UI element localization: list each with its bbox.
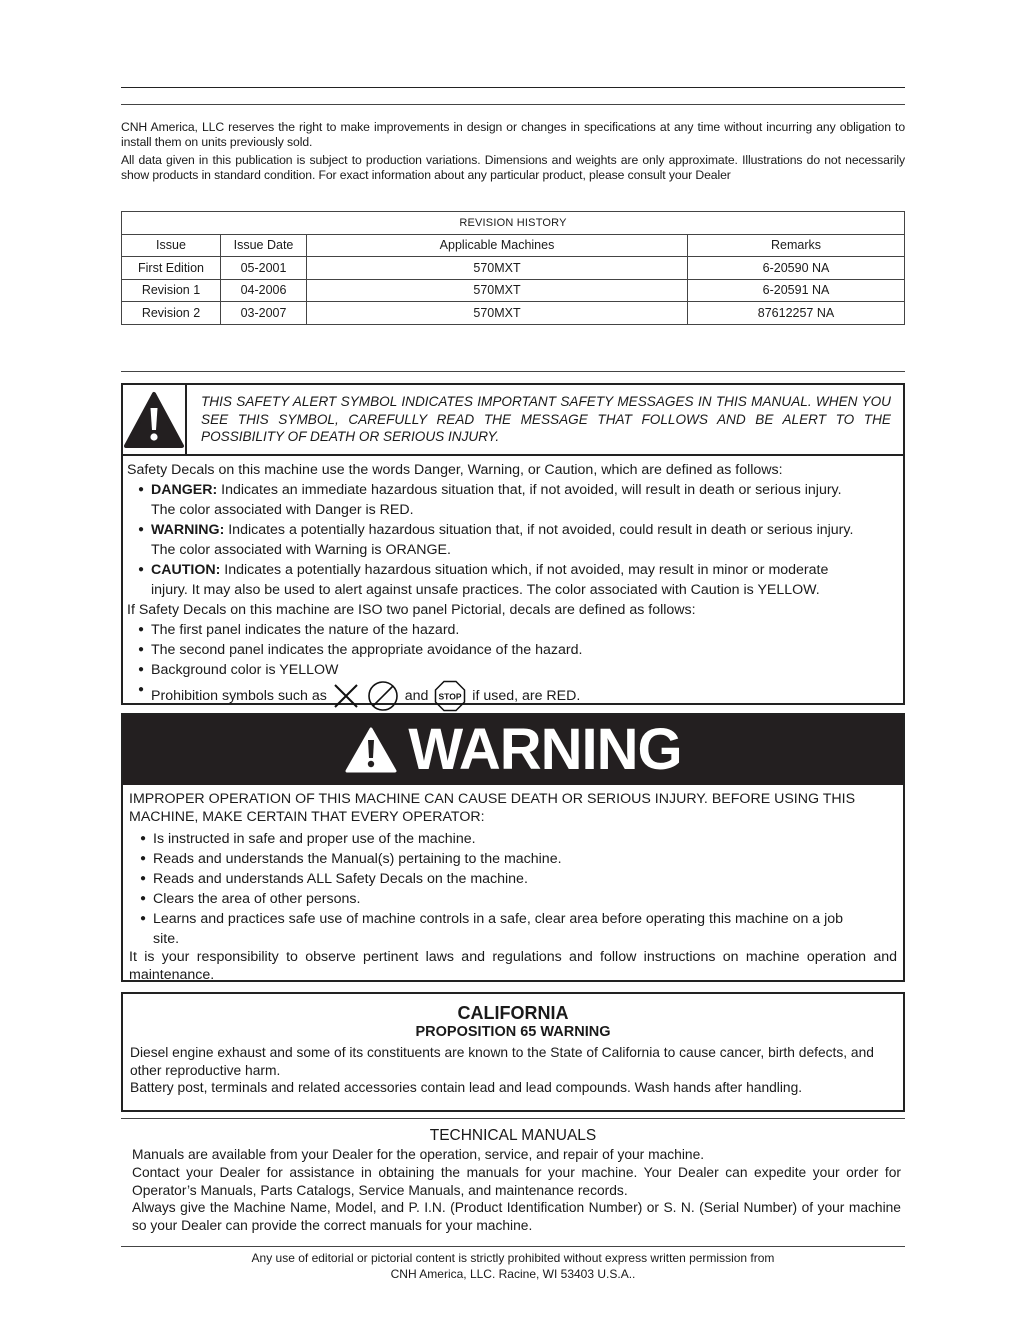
stop-sign-label: STOP xyxy=(438,691,462,702)
danger-text: Indicates an immediate hazardous situation that, if not avoided, will result in death or serious injury. xyxy=(217,482,842,498)
safety-alert-box xyxy=(121,383,905,705)
section-rule xyxy=(121,371,905,372)
column-header: Remarks xyxy=(688,234,905,257)
revision-history-table xyxy=(121,211,905,325)
iso-intro: If Safety Decals on this machine are ISO two panel Pictorial, decals are defined as follows: xyxy=(127,602,696,618)
warning-intro: IMPROPER OPERATION OF THIS MACHINE CAN CAUSE DEATH OR SERIOUS INJURY. BEFORE USING THIS MACHINE, MAKE CERTAIN THAT EVERY OPERATOR: xyxy=(129,791,856,825)
footer-rule xyxy=(121,1246,905,1247)
table-cell: 570MXT xyxy=(307,279,688,302)
safety-intro: Safety Decals on this machine use the words Danger, Warning, or Caution, which are defined as follows: xyxy=(127,462,783,478)
table-cell: First Edition xyxy=(122,257,221,280)
table-cell: 87612257 NA xyxy=(688,302,905,325)
technical-manuals-paragraph-2: Contact your Dealer for assistance in obtaining the manuals for your machine. Your Dealer can expedite your order for Operator’s Manuals, Parts Catalogs, Service Manuals, and maintenance records. xyxy=(132,1164,901,1198)
top-rule-1 xyxy=(121,87,905,88)
danger-label: DANGER: xyxy=(151,482,218,498)
table-cell: 570MXT xyxy=(307,302,688,325)
table-cell: 6-20590 NA xyxy=(688,257,905,280)
revision-history-title: REVISION HISTORY xyxy=(122,212,905,235)
table-row xyxy=(122,279,905,302)
table-header-row xyxy=(122,234,905,257)
table-cell: Revision 1 xyxy=(122,279,221,302)
column-header: Issue xyxy=(122,234,221,257)
california-paragraph-1: Diesel engine exhaust and some of its constituents are known to the State of California to cause cancer, birth defects, and other reproductive harm. xyxy=(130,1045,874,1078)
warning-color: The color associated with Warning is ORANGE. xyxy=(151,542,451,558)
technical-manuals-paragraph-3: Always give the Machine Name, Model, and P. I.N. (Product Identification Number) or S. N. (Serial Number) of your machine so your Dealer can provide the correct manuals for your machine. xyxy=(132,1200,901,1234)
list-item: ● Learns and practices safe use of machine controls in a safe, clear area before operating this machine on a job xyxy=(129,909,897,929)
table-cell: 05-2001 xyxy=(221,257,307,280)
footer-line-2: CNH America, LLC. Racine, WI 53403 U.S.A.. xyxy=(390,1267,636,1281)
caution-continuation: injury. It may also be used to alert against unsafe practices. The color associated with Caution is YELLOW. xyxy=(151,582,820,598)
technical-manuals-paragraph-1: Manuals are available from your Dealer for the operation, service, and repair of your machine. xyxy=(132,1147,705,1162)
safety-decals-definitions xyxy=(123,456,903,712)
list-item: ● Is instructed in safe and proper use of the machine. xyxy=(129,829,897,849)
warning-outro: It is your responsibility to observe pertinent laws and regulations and follow instructions on machine operation and maintenance. xyxy=(129,949,897,983)
caution-text: Indicates a potentially hazardous situation which, if not avoided, may result in minor or moderate xyxy=(220,562,829,578)
stop-sign-icon xyxy=(434,680,466,712)
disclaimer-paragraph-1: CNH America, LLC reserves the right to make improvements in design or changes in specifications at any time without incurring any obligation to install them on units previously sold. xyxy=(121,120,905,149)
safety-alert-triangle-icon xyxy=(123,391,185,449)
footer-line-1: Any use of editorial or pictorial content is strictly prohibited without express written permission from xyxy=(251,1251,775,1265)
top-rule-2 xyxy=(121,104,905,105)
caution-label: CAUTION: xyxy=(151,562,221,578)
prohibition-text-pre: Prohibition symbols such as xyxy=(151,687,327,704)
disclaimer-paragraph-2: All data given in this publication is subject to production variations. Dimensions and weights are only approximate. Illustrations do not necessarily show products in standard condition. For exact information about any particular product, please consult your Dealer xyxy=(121,153,905,182)
danger-color: The color associated with Danger is RED. xyxy=(151,502,414,518)
column-header: Issue Date xyxy=(221,234,307,257)
prohibition-text-post: if used, are RED. xyxy=(472,687,581,704)
technical-manuals-title: TECHNICAL MANUALS xyxy=(429,1127,597,1144)
table-cell: 03-2007 xyxy=(221,302,307,325)
list-item: ● Background color is YELLOW xyxy=(127,660,897,680)
section-rule xyxy=(121,1118,905,1119)
warning-title: WARNING xyxy=(408,717,682,782)
cross-prohibition-icon xyxy=(333,683,359,709)
list-item xyxy=(127,520,897,540)
safety-alert-icon-box xyxy=(123,385,187,454)
table-row xyxy=(122,257,905,280)
table-cell: 6-20591 NA xyxy=(688,279,905,302)
list-item: ● Clears the area of other persons. xyxy=(129,889,897,909)
table-row xyxy=(122,302,905,325)
list-item: ● Reads and understands the Manual(s) pertaining to the machine. xyxy=(129,849,897,869)
table-cell: 04-2006 xyxy=(221,279,307,302)
list-item xyxy=(127,480,897,500)
safety-alert-header xyxy=(123,385,903,456)
technical-manuals xyxy=(121,1126,905,1235)
list-item: ● The second panel indicates the appropriate avoidance of the hazard. xyxy=(127,640,897,660)
safety-alert-text: THIS SAFETY ALERT SYMBOL INDICATES IMPORTANT SAFETY MESSAGES IN THIS MANUAL. WHEN YOU SEE THIS SYMBOL, CAREFULLY READ THE MESSAGE THAT FOLLOWS AND BE ALERT TO THE POSSIBILITY OF DEATH OR SERIOUS INJURY. xyxy=(201,394,891,444)
circle-slash-prohibition-icon xyxy=(367,680,399,712)
table-cell: 570MXT xyxy=(307,257,688,280)
warning-label: WARNING: xyxy=(151,522,225,538)
list-item: ● The first panel indicates the nature of the hazard. xyxy=(127,620,897,640)
disclaimer xyxy=(121,120,905,186)
warning-triangle-icon xyxy=(344,726,398,774)
table-cell: Revision 2 xyxy=(122,302,221,325)
footer xyxy=(121,1250,905,1282)
california-subtitle: PROPOSITION 65 WARNING xyxy=(415,1024,611,1040)
list-item xyxy=(127,560,897,580)
prohibition-text-and: and xyxy=(404,687,429,704)
technical-manuals-body xyxy=(121,1146,905,1235)
california-title: CALIFORNIA xyxy=(457,1003,569,1023)
warning-body xyxy=(123,785,903,984)
list-item-continuation: site. xyxy=(153,931,180,947)
list-item: ● Reads and understands ALL Safety Decals on the machine. xyxy=(129,869,897,889)
revision-history xyxy=(121,211,905,325)
warning-box xyxy=(121,713,905,982)
list-item xyxy=(127,680,897,712)
california-body xyxy=(123,1042,903,1097)
warning-header-bar xyxy=(123,715,903,785)
california-prop65-box xyxy=(121,992,905,1112)
column-header: Applicable Machines xyxy=(307,234,688,257)
california-paragraph-2: Battery post, terminals and related accessories contain lead and lead compounds. Wash hands after handling. xyxy=(130,1080,803,1095)
warning-text: Indicates a potentially hazardous situation that, if not avoided, could result in death or serious injury. xyxy=(224,522,854,538)
